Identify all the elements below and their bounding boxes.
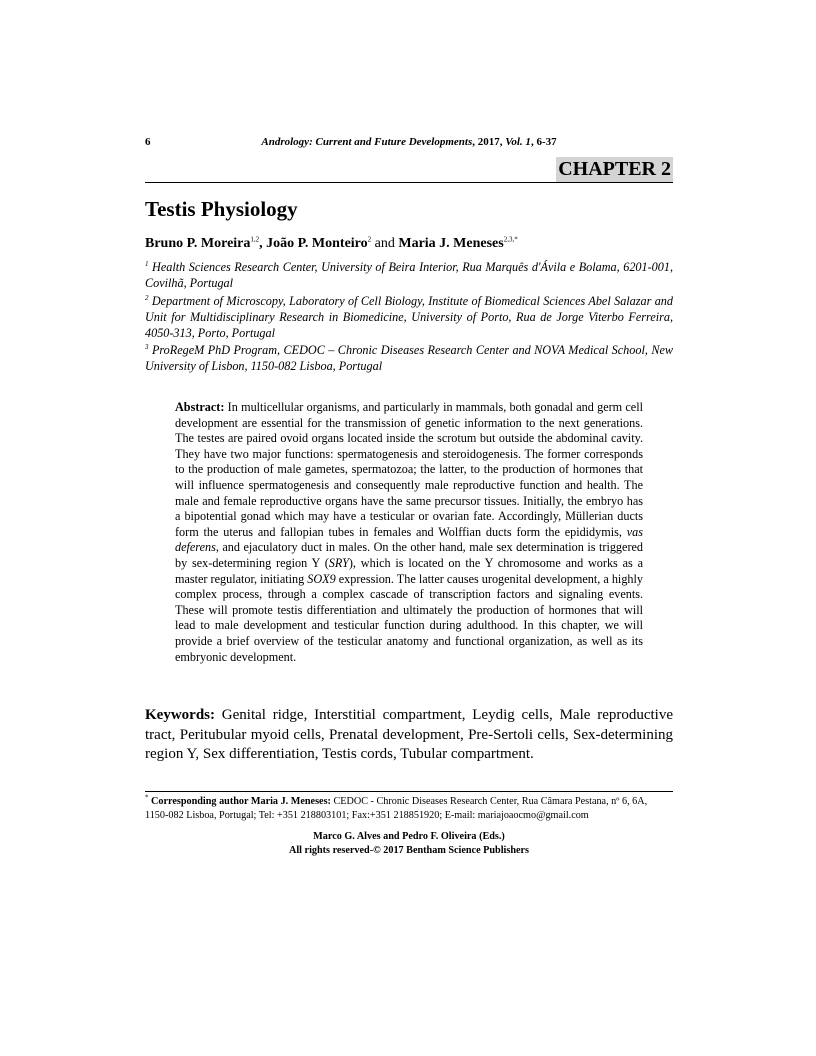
affiliation-text: Department of Microscopy, Laboratory of Cell Biology, Institute of Biomedical Sciences Abel Salazar and Unit for Multidisciplinary Research in Biomedicine, University of Porto, Rua de Jorge Viterbo Ferreira, 4050-313, Porto, Portugal <box>145 294 673 340</box>
footnote-divider <box>145 791 673 792</box>
abstract-italic-term: SRY <box>328 555 349 570</box>
author-affiliation-mark: 2,3,* <box>503 235 518 244</box>
author-list <box>145 236 518 252</box>
page-number: 6 <box>145 136 151 148</box>
abstract-label: Abstract: <box>175 400 225 414</box>
affiliation <box>145 259 673 291</box>
author-affiliation-mark: 2 <box>367 235 372 244</box>
running-header <box>145 136 673 150</box>
header-divider <box>145 182 673 183</box>
author-name: João P. Monteiro <box>266 236 368 251</box>
footnote-text: CEDOC - Chronic Diseases Research Center, Rua Câmara Pestana, nº 6, 6A, 1150-082 Lisboa, Portugal; Tel: +351 218803101; Fax:+351 218851920; E-mail: mariajoaocmo@gmail.com <box>145 796 648 821</box>
corresponding-author-footnote <box>145 795 673 822</box>
copyright-line: All rights reserved-© 2017 Bentham Science Publishers <box>288 844 530 856</box>
author-name: Maria J. Meneses <box>398 236 504 251</box>
abstract-text: In multicellular organisms, and particularly in mammals, both gonadal and germ cell development are essential for the transmission of genetic information to the next generations. The testes are paired ovoid organs located inside the scrotum but outside the abdominal cavity. They have two major functions: spermatogenesis and steroidogenesis. The former corresponds to the production of male gametes, spermatozoa; the latter, to the production of hormones that will influence spermatogenesis and consequently male reproductive function and health. The male and female reproductive organs have the same precursor tissues. Initially, the embryo has a bipotential gonad which may have a testicular or ovarian fate. Accordingly, Müllerian ducts form the uterus and fallopian tubes in females and Wolffian ducts form the epididymis, <box>175 400 643 539</box>
keywords-label: Keywords: <box>145 707 215 723</box>
author-name: Bruno P. Moreira <box>145 236 251 251</box>
journal-pages: , 6-37 <box>530 136 557 148</box>
editors-line: Marco G. Alves and Pedro F. Oliveira (Eds.) <box>313 831 505 842</box>
affiliation <box>145 293 673 341</box>
affiliation-number: 3 <box>145 342 149 351</box>
editors-notice <box>145 830 673 857</box>
chapter-title: Testis Physiology <box>145 197 298 221</box>
abstract-text: , and ejaculatory duct in males. On the other hand, male sex determination is triggered by sex-determining region Y ( <box>175 540 643 570</box>
affiliation-number: 2 <box>145 293 149 302</box>
author-separator: , <box>259 236 267 251</box>
affiliation-text: ProRegeM PhD Program, CEDOC – Chronic Diseases Research Center and NOVA Medical School, New University of Lisbon, 1150-082 Lisboa, Portugal <box>145 343 673 373</box>
keywords <box>145 706 673 765</box>
chapter-label: CHAPTER 2 <box>558 158 671 180</box>
affiliation-text: Health Sciences Research Center, University of Beira Interior, Rua Marquês d'Ávila e Bolama, 6201-001, Covilhã, Portugal <box>145 260 674 290</box>
footnote-label: Corresponding author Maria J. Meneses: <box>151 796 331 807</box>
affiliation-number: 1 <box>145 259 149 268</box>
author-conjunction: and <box>371 236 399 251</box>
footnote-mark: * <box>145 793 149 802</box>
keywords-text: Genital ridge, Interstitial compartment, Leydig cells, Male reproductive tract, Peritubular myoid cells, Prenatal development, Pre-Sertoli cells, Sex-determining region Y, Sex differentiation, Testis cords, Tubular compartment. <box>145 707 673 762</box>
author-affiliation-mark: 1,2 <box>250 235 260 244</box>
abstract <box>175 400 643 665</box>
journal-title: Andrology: Current and Future Developments <box>261 136 473 148</box>
abstract-text: ), which is located on the Y chromosome and works as a master regulator, initiating <box>175 555 643 586</box>
journal-citation <box>145 136 673 148</box>
abstract-text: expression. The latter causes urogenital development, a highly complex process, through a complex cascade of transcription factors and signaling events. These will promote testis differentiation and ultimately the production of hormones that will lead to male development and testicular function during adulthood. In this chapter, we will provide a brief overview of the testicular anatomy and functional organization, as well as its embryonic development. <box>175 571 643 664</box>
journal-year: , 2017, <box>472 136 506 148</box>
journal-volume: Vol. 1 <box>505 136 531 148</box>
affiliation <box>145 342 673 374</box>
abstract-italic-term: vas deferens <box>175 524 643 555</box>
abstract-italic-term: SOX9 <box>307 571 336 586</box>
